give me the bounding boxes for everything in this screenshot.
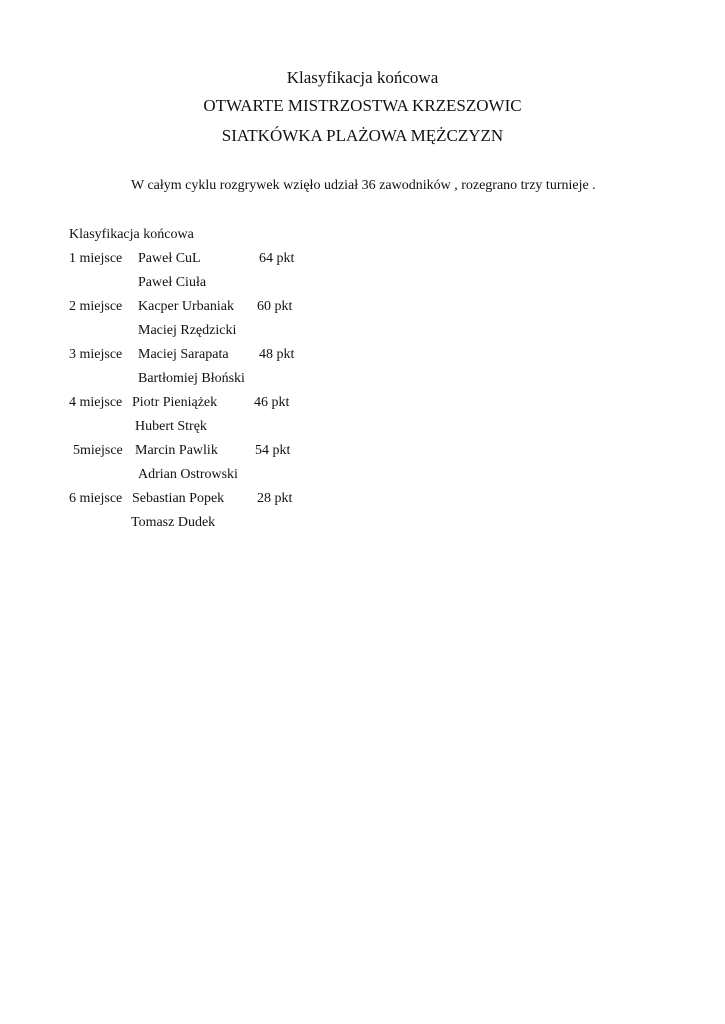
category-title: SIATKÓWKA PLAŻOWA MĘŻCZYZN bbox=[221, 126, 504, 145]
rank-4-place: 4 miejsce bbox=[69, 395, 123, 410]
intro-text: W całym cyklu rozgrywek wzięło udział 36 zawodników , rozegrano trzy turnieje . bbox=[131, 178, 596, 193]
rank-5-player1: Marcin Pawlik bbox=[135, 443, 218, 458]
rank-3-place: 3 miejsce bbox=[69, 347, 123, 362]
rank-4-points: 46 pkt bbox=[254, 395, 290, 410]
rank-4-player1: Piotr Pieniążek bbox=[132, 395, 218, 410]
rank-1-player1: Paweł CuL bbox=[138, 251, 201, 266]
rank-5-points: 54 pkt bbox=[255, 443, 291, 458]
rank-4-player2: Hubert Stręk bbox=[135, 419, 207, 434]
rank-2-place: 2 miejsce bbox=[69, 299, 123, 314]
rank-5-place: 5miejsce bbox=[73, 443, 123, 458]
rank-3-player2: Bartłomiej Błoński bbox=[138, 371, 245, 386]
rank-2-points: 60 pkt bbox=[257, 299, 293, 314]
rank-6-place: 6 miejsce bbox=[69, 491, 123, 506]
page-title: Klasyfikacja końcowa bbox=[286, 68, 439, 87]
event-title: OTWARTE MISTRZOSTWA KRZESZOWIC bbox=[203, 96, 522, 115]
rank-1-place: 1 miejsce bbox=[69, 251, 123, 266]
rank-2-player1: Kacper Urbaniak bbox=[138, 299, 235, 314]
rank-3-points: 48 pkt bbox=[259, 347, 295, 362]
rank-6-player2: Tomasz Dudek bbox=[131, 515, 216, 530]
rank-1-player2: Paweł Ciuła bbox=[138, 275, 207, 290]
rank-5-player2: Adrian Ostrowski bbox=[138, 467, 238, 482]
rank-1-points: 64 pkt bbox=[259, 251, 295, 266]
rank-2-player2: Maciej Rzędzicki bbox=[138, 323, 237, 338]
section-heading: Klasyfikacja końcowa bbox=[69, 227, 194, 242]
rank-6-player1: Sebastian Popek bbox=[132, 491, 225, 506]
rank-6-points: 28 pkt bbox=[257, 491, 293, 506]
rank-3-player1: Maciej Sarapata bbox=[138, 347, 229, 362]
